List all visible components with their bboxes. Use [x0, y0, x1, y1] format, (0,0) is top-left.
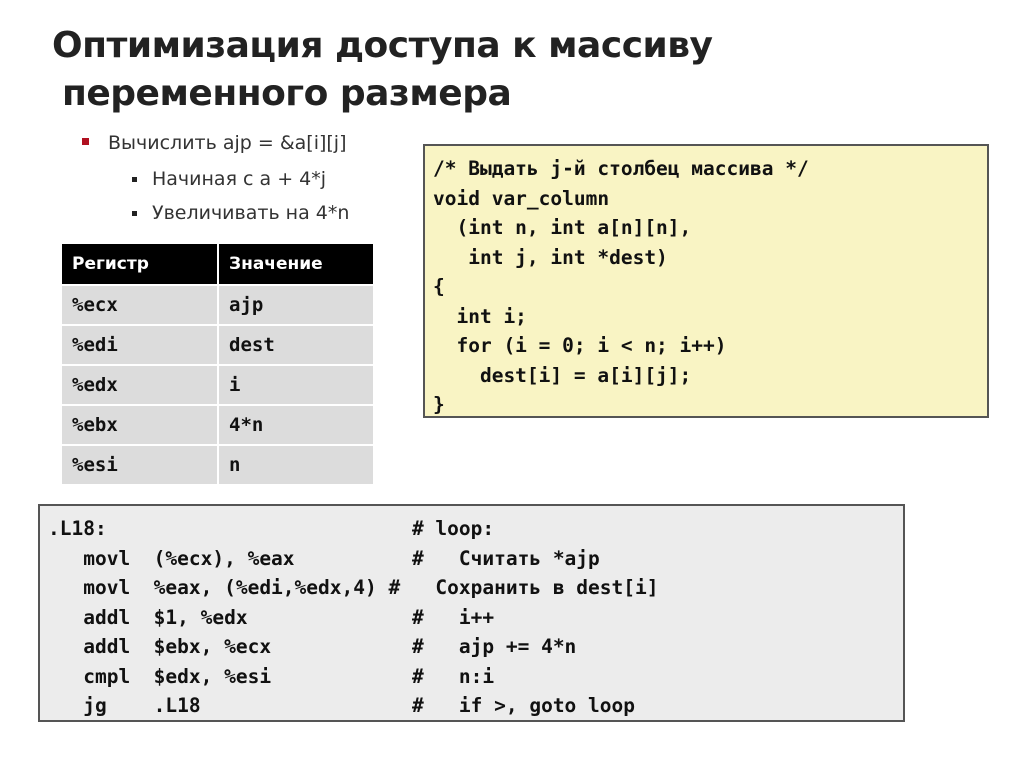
table-cell-register: %edi — [62, 324, 219, 364]
table-cell-register: %ebx — [62, 404, 219, 444]
code-line: dest[i] = a[i][j]; — [433, 363, 692, 387]
table-cell-register: %esi — [62, 444, 219, 484]
asm-line: addl $ebx, %ecx # ajp += 4*n — [48, 635, 577, 658]
square-bullet-icon — [132, 211, 137, 216]
slide-title-line2: переменного размера — [62, 73, 512, 114]
table-header-row — [62, 244, 373, 284]
asm-line: movl %eax, (%edi,%edx,4) # Сохранить в dest[i] — [48, 576, 659, 599]
square-bullet-icon — [82, 138, 89, 145]
asm-line: cmpl $edx, %esi # n:i — [48, 664, 495, 688]
bullet-main-text: Вычислить ajp = &a[i][j] — [108, 132, 347, 154]
table-cell-value: 4*n — [219, 404, 373, 444]
bullet-list — [80, 128, 410, 230]
table-row — [62, 444, 373, 484]
assembly-code-box — [38, 504, 905, 722]
table-row — [62, 324, 373, 364]
table-row — [62, 404, 373, 444]
code-line: } — [433, 393, 445, 416]
table-row — [62, 364, 373, 404]
table-cell-value: i — [219, 364, 373, 404]
asm-line: .L18: # loop: — [48, 517, 495, 540]
bullet-main — [80, 128, 410, 162]
table-cell-register: %edx — [62, 364, 219, 404]
slide-title-line1: Оптимизация доступа к массиву — [52, 25, 713, 66]
register-table — [62, 244, 373, 484]
bullet-sub-text: Увеличивать на 4*n — [152, 202, 350, 224]
code-line: int i; — [433, 304, 527, 328]
asm-line: movl (%ecx), %eax # Считать *ajp — [48, 546, 600, 570]
table-cell-register: %ecx — [62, 284, 219, 324]
code-line: /* Выдать j-й столбец массива */ — [433, 157, 809, 180]
code-line: for (i = 0; i < n; i++) — [433, 334, 727, 357]
code-line: { — [433, 275, 445, 298]
bullet-sub-item — [80, 196, 410, 230]
asm-line: jg .L18 # if >, goto loop — [48, 694, 635, 717]
code-line: int j, int *dest) — [433, 245, 668, 269]
table-header-value: Значение — [219, 244, 373, 284]
table-cell-value: ajp — [219, 284, 373, 324]
table-cell-value: n — [219, 444, 373, 484]
code-line: (int n, int a[n][n], — [433, 216, 692, 239]
asm-line: addl $1, %edx # i++ — [48, 605, 495, 629]
bullet-sub-text: Начиная с a + 4*j — [152, 168, 327, 190]
square-bullet-icon — [132, 177, 137, 182]
bullet-sub-item — [80, 162, 410, 196]
table-header-register: Регистр — [62, 244, 219, 284]
table-row — [62, 284, 373, 324]
c-code-box — [423, 144, 989, 418]
slide-title — [52, 22, 952, 118]
table-cell-value: dest — [219, 324, 373, 364]
code-line: void var_column — [433, 186, 610, 210]
